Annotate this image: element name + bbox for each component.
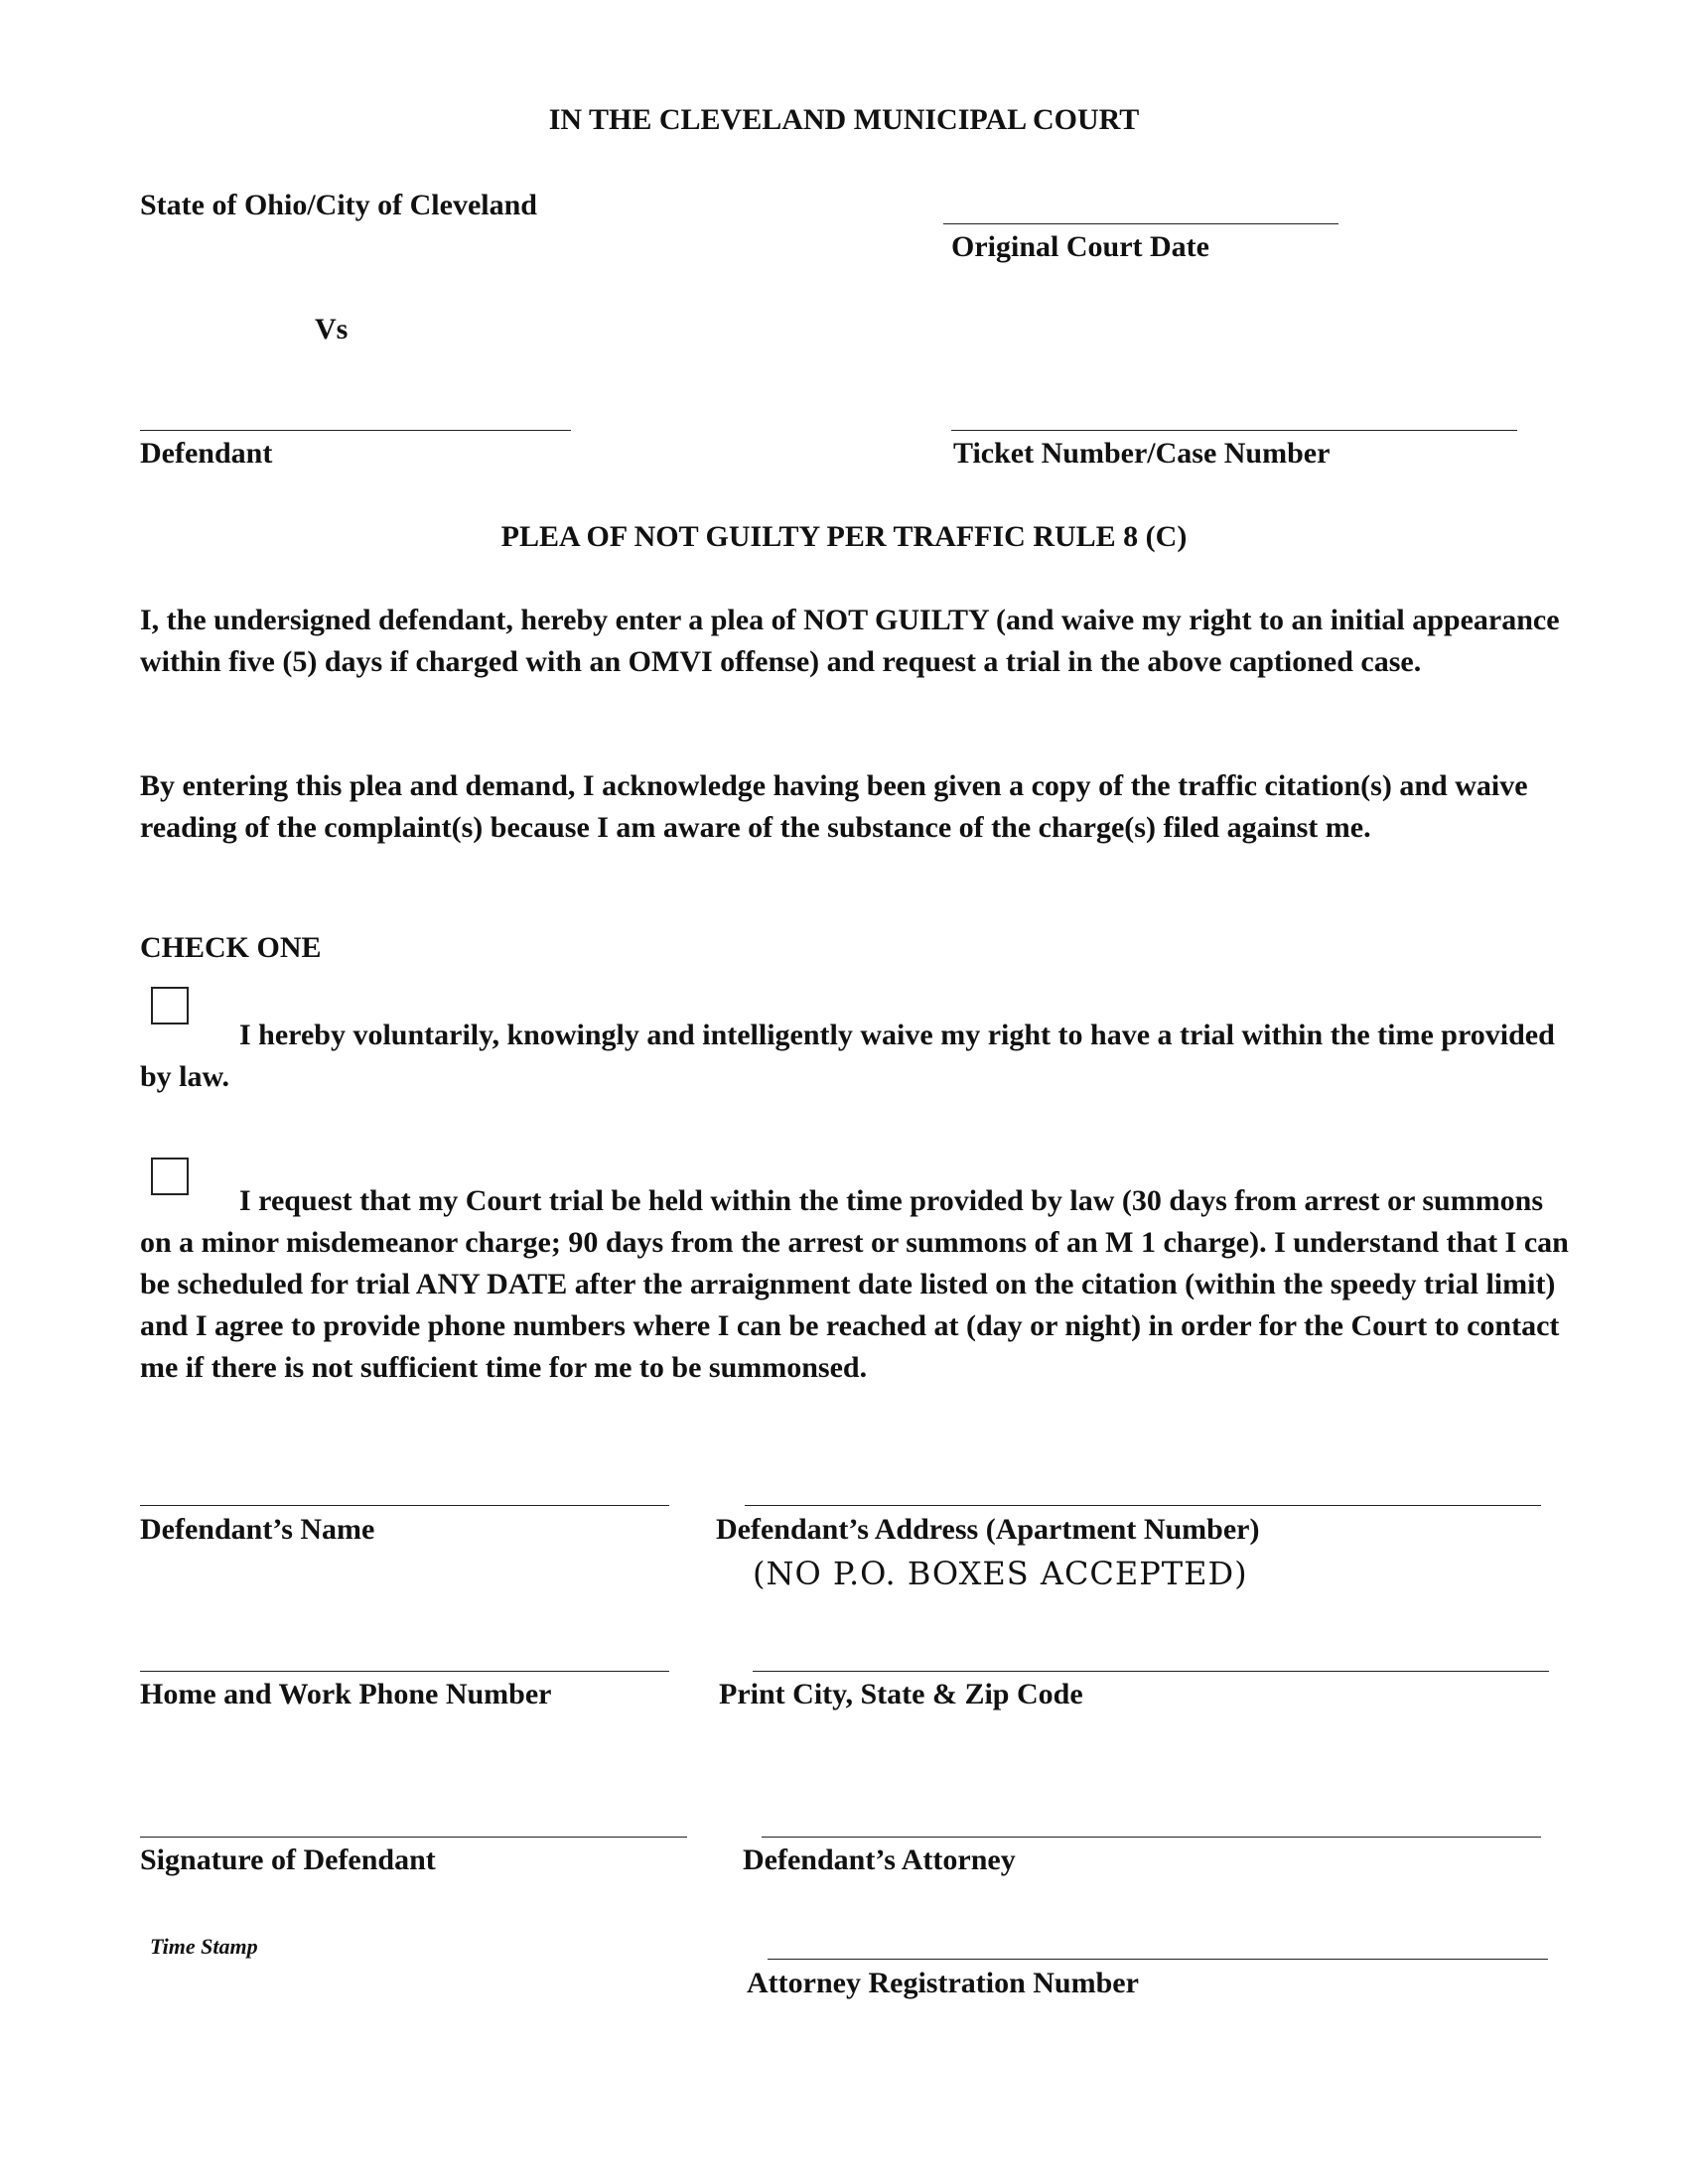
vs-label: Vs bbox=[315, 313, 349, 345]
waive-trial-option bbox=[140, 1015, 1570, 1098]
city-state-zip-line[interactable] bbox=[753, 1671, 1549, 1672]
defendant-label: Defendant bbox=[140, 437, 273, 470]
no-po-boxes-note: (NO P.O. BOXES ACCEPTED) bbox=[753, 1555, 1248, 1592]
signature-label: Signature of Defendant bbox=[140, 1843, 436, 1876]
signature-line[interactable] bbox=[140, 1837, 687, 1838]
request-trial-option bbox=[140, 1180, 1570, 1389]
original-court-date-label: Original Court Date bbox=[951, 230, 1209, 263]
defendant-line[interactable] bbox=[140, 430, 571, 431]
ticket-case-line[interactable] bbox=[951, 430, 1517, 431]
check-one-heading: CHECK ONE bbox=[140, 931, 322, 964]
attorney-reg-line[interactable] bbox=[768, 1959, 1548, 1960]
time-stamp-label: Time Stamp bbox=[150, 1934, 258, 1959]
court-title: IN THE CLEVELAND MUNICIPAL COURT bbox=[548, 103, 1140, 136]
attorney-line[interactable] bbox=[762, 1837, 1541, 1838]
defendant-name-label: Defendant’s Name bbox=[140, 1513, 375, 1546]
phone-line[interactable] bbox=[140, 1671, 669, 1672]
plaintiff-label: State of Ohio/City of Cleveland bbox=[140, 189, 537, 221]
request-trial-text: I request that my Court trial be held within the time provided by law (30 days from arrest or summons on a minor misdemeanor charge; 90 days from the arrest or summons of an M 1 charge). I understand that I can be scheduled for trial ANY DATE after the arraignment date listed on the citation (within the speedy trial limit) and I agree to provide phone numbers where I can be reached at (day or night) in order for the Court to contact me if there is not sufficient time for me to be summonsed. bbox=[140, 1184, 1569, 1384]
original-court-date-line[interactable] bbox=[943, 223, 1338, 224]
city-state-zip-label: Print City, State & Zip Code bbox=[719, 1678, 1083, 1710]
attorney-reg-label: Attorney Registration Number bbox=[747, 1967, 1139, 1999]
waive-trial-text: I hereby voluntarily, knowingly and intelligently waive my right to have a trial within the time provided by law. bbox=[140, 1019, 1555, 1093]
defendant-address-line[interactable] bbox=[745, 1505, 1541, 1506]
attorney-label: Defendant’s Attorney bbox=[743, 1843, 1016, 1876]
plea-paragraph: I, the undersigned defendant, hereby enter a plea of NOT GUILTY (and waive my right to an initial appearance within five (5) days if charged with an OMVI offense) and request a trial in the above captioned case. bbox=[140, 604, 1560, 678]
defendant-address-label: Defendant’s Address (Apartment Number) bbox=[716, 1513, 1260, 1546]
phone-label: Home and Work Phone Number bbox=[140, 1678, 552, 1710]
form-title: PLEA OF NOT GUILTY PER TRAFFIC RULE 8 (C) bbox=[500, 520, 1188, 553]
ticket-case-label: Ticket Number/Case Number bbox=[953, 437, 1331, 470]
defendant-name-line[interactable] bbox=[140, 1505, 669, 1506]
acknowledge-paragraph: By entering this plea and demand, I acknowledge having been given a copy of the traffic citation(s) and waive reading of the complaint(s) because I am aware of the substance of the charge(s) filed against me. bbox=[140, 769, 1528, 844]
